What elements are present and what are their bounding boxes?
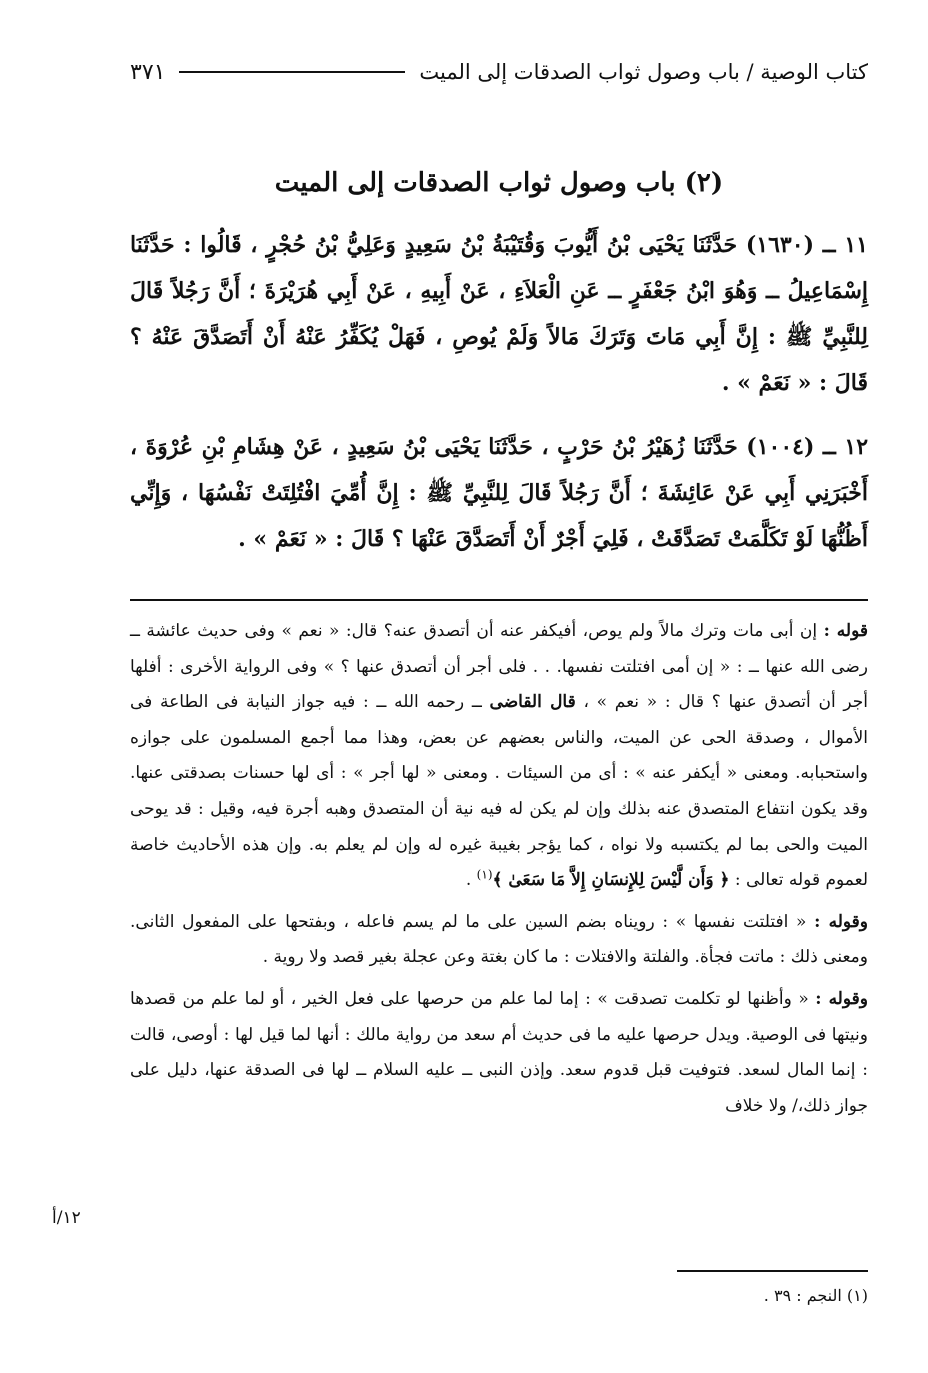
footnote-reference: (١) (476, 867, 493, 882)
commentary-lead: وقوله : (814, 911, 869, 932)
commentary-lead: وقوله : (815, 988, 868, 1009)
hadith-12: ١٢ ــ (١٠٠٤) حَدَّثَنَا زُهَيْرُ بْنُ حَرْبٍ ، حَدَّثَنَا يَحْيَى بْنُ سَعِيدٍ ، عَنْ هِشَامِ بْنِ عُرْوَةَ ، أَخْبَرَنِي أَبِي عَنْ عَائِشَةَ ؛ أَنَّ رَجُلاً قَالَ لِلنَّبِيِّ ﷺ : إِنَّ أُمِّيَ افْتُلِتَتْ نَفْسُهَا ، وَإِنِّي أَظُنُّهَا لَوْ تَكَلَّمَتْ تَصَدَّقَتْ ، فَلِيَ أَجْرٌ أَنْ أَتَصَدَّقَ عَنْهَا ؟ قَالَ : « نَعَمْ » . (130, 434, 869, 552)
commentary-text: « وأظنها لو تكلمت تصدقت » : إما لما علم من حرصها على فعل الخير ، أو لما علم من قصدها ونيتها فى الوصية. ويدل حرصها عليه ما فى حديث أم سعد من رواية مالك : أنها لما قيل لها : أوصى، قالت : إنما المال لسعد. فتوفيت قبل قدوم سعد. وإذن النبى ــ عليه السلام ــ لها فى الصدقة عنها، دليل على جواز ذلك،/ ولا خلاف (130, 988, 868, 1116)
commentary-paragraph-2 (130, 905, 868, 976)
footnote-rule (677, 1270, 868, 1272)
commentary-text: ــ رحمه الله ــ : فيه جواز النيابة فى الطاعة فى الأموال ، وصدقة الحى عن الميت، والناس بعضهم عن بعض، وهذا مما أجمع المسلمون على جوازه واستحبابه. ومعنى « أيكفر عنه » : أى من السيئات . ومعنى « لها أجر » : أى لها حسنات بصدقتى عنها. وقد يكون انتفاع المتصدق عنه بذلك وإن لم يكن له فيه نية أن المتصدق وهبه أجرة فيه، وقيل : قد يوحى الميت والحى بما لم يكتسبه ولا نواه ، كما يؤجر بغيبة غيره له وإن لم يعلم به. وإن هذه الأحاديث خاصة لعموم قوله تعالى : (130, 692, 868, 891)
chapter-title: (٢) باب وصول ثواب الصدقات إلى الميت (274, 168, 724, 198)
commentary-text: . (465, 870, 472, 891)
running-header (130, 52, 868, 92)
footnote: (١) النجم : ٣٩ . (763, 1286, 868, 1305)
header-rule (179, 71, 405, 73)
commentary-paragraph-3 (130, 982, 868, 1124)
section-divider (130, 599, 868, 601)
commentary-lead: قال القاضى (489, 692, 576, 713)
commentary-lead: قوله : (823, 621, 869, 641)
running-title: كتاب الوصية / باب وصول ثواب الصدقات إلى الميت (419, 60, 868, 84)
commentary-text: « افتلتت نفسها » : رويناه بضم السين على ما لم يسم فاعله ، وبفتحها على المفعول الثانى. ومعنى ذلك : ماتت فجأة. والفلتة والافتلات : ما كان بغتة وعن عجلة بغير قصد ولا روية . (130, 911, 868, 968)
hadith-11: ١١ ــ (١٦٣٠) حَدَّثَنَا يَحْيَى بْنُ أَيُّوبَ وَقُتَيْبَةُ بْنُ سَعِيدٍ وَعَلِيُّ بْنُ حُجْرٍ ، قَالُوا : حَدَّثَنَا إِسْمَاعِيلُ ــ وَهُوَ ابْنُ جَعْفَرٍ ــ عَنِ الْعَلاَءِ ، عَنْ أَبِيهِ ، عَنْ أَبِي هُرَيْرَةَ ؛ أَنَّ رَجُلاً قَالَ لِلنَّبِيِّ ﷺ : إِنَّ أَبِي مَاتَ وَتَرَكَ مَالاً وَلَمْ يُوصِ ، فَهَلْ يُكَفِّرُ عَنْهُ أَنْ أَتَصَدَّقَ عَنْهُ ؟ قَالَ : « نَعَمْ » . (130, 232, 868, 396)
commentary (130, 614, 868, 1130)
manuscript-folio-note: ١٢/أ (52, 1208, 81, 1228)
page-number: ٣٧١ (130, 59, 166, 85)
commentary-paragraph-1 (130, 614, 868, 899)
quran-verse: ﴿ وَأَن لَّيْسَ لِلإِنسَانِ إِلاَّ مَا سَعَىٰ ﴾ (492, 870, 730, 891)
commentary-text: إن أبى مات وترك مالاً ولم يوص، أفيكفر عنه أن أتصدق عنه؟ قال: « نعم » وفى حديث عائشة ــ رضى الله عنها ــ : « إن أمى افتلتت نفسها. . . فلى أجر أن أتصدق عنها ؟ » وفى الرواية الأخرى : أفلها أجر أن أتصدق عنها ؟ قال : « نعم » ، (130, 621, 869, 713)
